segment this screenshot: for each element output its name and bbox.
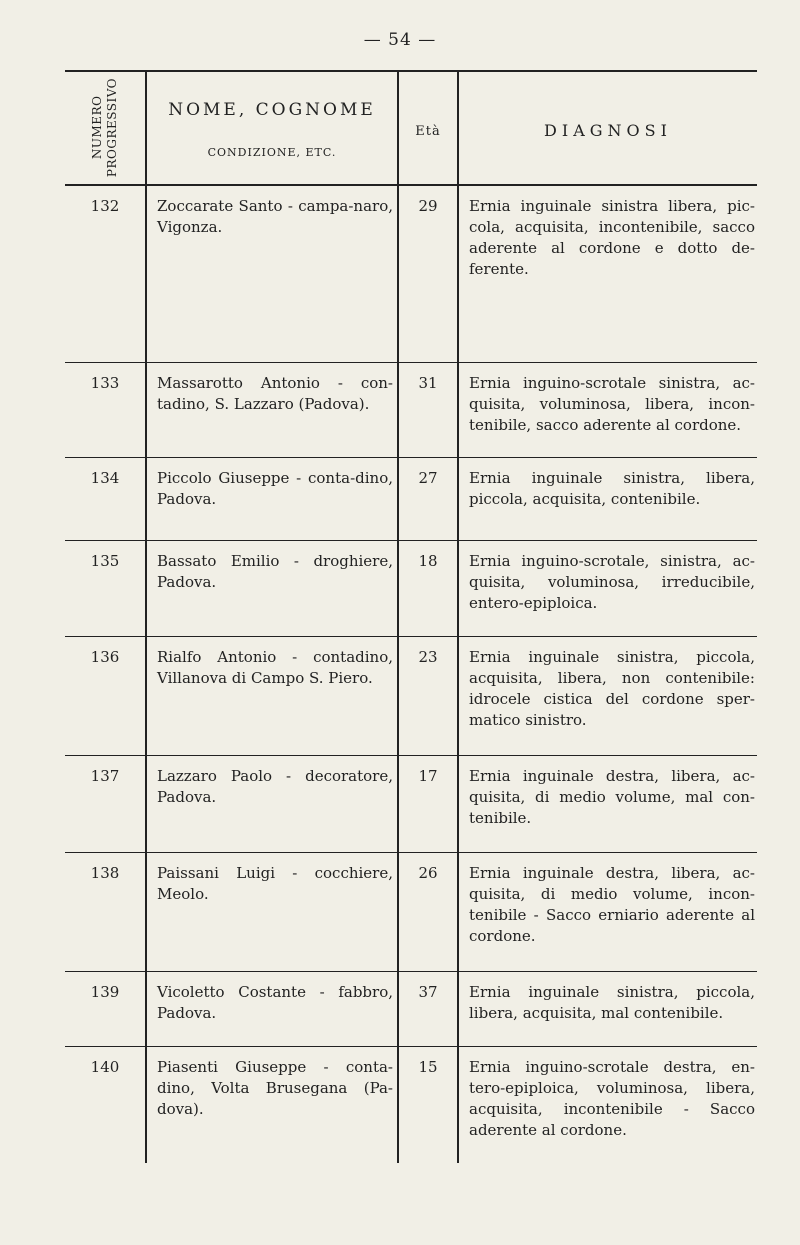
patient-name: Zoccarate Santo - campa-naro, Vigonza.: [157, 197, 393, 236]
patient-name: Paissani Luigi - cocchiere, Meolo.: [157, 864, 393, 903]
column-separator: [457, 1047, 459, 1163]
column-separator: [145, 541, 147, 636]
patient-age: 18: [418, 552, 438, 570]
table-header: [65, 72, 757, 186]
diagnosis-text: Ernia inguinale sinistra, piccola, acquisita, libera, non contenibile: idrocele cistica del cordone sper-matico sinistro.: [469, 648, 755, 729]
case-number: 140: [90, 1058, 120, 1076]
table-row: [65, 458, 757, 541]
column-separator: [145, 756, 147, 852]
table-row: [65, 853, 757, 972]
case-number: 137: [90, 767, 120, 785]
patient-name: Piasenti Giuseppe - conta-dino, Volta Brusegana (Pa-dova).: [157, 1058, 393, 1118]
column-separator: [457, 972, 459, 1046]
header-number-label: NUMERO PROGRESSIVO: [90, 78, 119, 178]
table-row: [65, 186, 757, 363]
case-number: 135: [90, 552, 120, 570]
patient-name: Massarotto Antonio - con-tadino, S. Lazzaro (Padova).: [157, 374, 393, 413]
diagnosis-text: Ernia inguinale sinistra, piccola, libera, acquisita, mal contenibile.: [469, 983, 755, 1022]
column-separator: [457, 637, 459, 755]
patient-name: Vicoletto Costante - fabbro, Padova.: [157, 983, 393, 1022]
case-number: 138: [90, 864, 120, 882]
column-separator: [145, 186, 147, 362]
table-row: [65, 756, 757, 853]
diagnosis-text: Ernia inguino-scrotale destra, en-tero-epiploica, voluminosa, libera, acquisita, incontenibile - Sacco aderente al cordone.: [469, 1058, 755, 1139]
diagnosis-text: Ernia inguino-scrotale, sinistra, ac-quisita, voluminosa, irreducibile, entero-epiploica.: [469, 552, 755, 612]
column-separator: [145, 972, 147, 1046]
column-separator: [145, 1047, 147, 1163]
diagnosis-text: Ernia inguinale destra, libera, ac-quisita, di medio volume, mal con-tenibile.: [469, 767, 755, 827]
column-separator: [145, 363, 147, 457]
header-condition-label: CONDIZIONE, ETC.: [207, 146, 337, 159]
case-number: 136: [90, 648, 120, 666]
column-separator: [457, 756, 459, 852]
diagnosis-text: Ernia inguinale sinistra libera, pic-cola, acquisita, incontenibile, sacco aderente al cordone e dotto de-ferente.: [469, 197, 755, 278]
patient-age: 26: [418, 864, 438, 882]
patient-name: Bassato Emilio - droghiere, Padova.: [157, 552, 393, 591]
diagnosis-text: Ernia inguinale destra, libera, ac-quisita, di medio volume, incon-tenibile - Sacco erniario aderente al cordone.: [469, 864, 755, 945]
diagnosis-text: Ernia inguinale sinistra, libera, piccola, acquisita, contenibile.: [469, 469, 755, 508]
page-number: — 54 —: [363, 30, 437, 50]
hernia-cases-table: [65, 70, 757, 1163]
column-separator: [457, 186, 459, 362]
patient-age: 29: [418, 197, 438, 215]
column-separator: [145, 637, 147, 755]
patient-age: 37: [418, 983, 438, 1001]
column-separator: [145, 458, 147, 540]
header-age-label: Età: [415, 124, 441, 139]
patient-age: 15: [418, 1058, 438, 1076]
header-name-label: NOME, COGNOME: [168, 100, 376, 120]
patient-name: Lazzaro Paolo - decoratore, Padova.: [157, 767, 393, 806]
patient-age: 31: [418, 374, 438, 392]
table-row: [65, 541, 757, 637]
column-separator: [457, 853, 459, 971]
header-diagnosis-label: DIAGNOSI: [544, 121, 672, 140]
column-separator: [457, 458, 459, 540]
patient-age: 23: [418, 648, 438, 666]
column-separator: [457, 541, 459, 636]
table-row: [65, 972, 757, 1047]
patient-name: Rialfo Antonio - contadino, Villanova di Campo S. Piero.: [157, 648, 393, 687]
column-separator: [457, 363, 459, 457]
diagnosis-text: Ernia inguino-scrotale sinistra, ac-quisita, voluminosa, libera, incon-tenibile, sacco aderente al cordone.: [469, 374, 755, 434]
column-separator: [145, 853, 147, 971]
case-number: 139: [90, 983, 120, 1001]
case-number: 133: [90, 374, 120, 392]
header-number-cell: [65, 72, 145, 184]
case-number: 132: [90, 197, 120, 215]
table-row: [65, 637, 757, 756]
table-row: [65, 363, 757, 458]
header-name-cell: [147, 100, 397, 159]
patient-age: 27: [418, 469, 438, 487]
patient-name: Piccolo Giuseppe - conta-dino, Padova.: [157, 469, 393, 508]
patient-age: 17: [418, 767, 438, 785]
case-number: 134: [90, 469, 120, 487]
table-row: [65, 1047, 757, 1163]
